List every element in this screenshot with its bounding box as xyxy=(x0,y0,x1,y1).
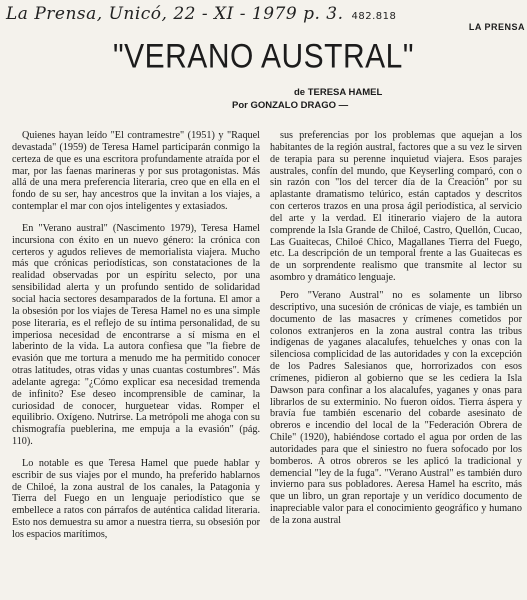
article-title: "VERANO AUSTRAL" xyxy=(112,37,415,76)
byline-subject: de TERESA HAMEL xyxy=(294,87,383,98)
handwritten-citation: La Prensa, Unicó, 22 - XI - 1979 p. 3. xyxy=(6,4,344,24)
newspaper-name: LA PRENSA xyxy=(468,22,525,32)
handwritten-archive-note xyxy=(6,4,396,24)
right-paragraph-2: Pero "Verano Austral" no es solamente un librso descriptivo, una sucesión de crónicas de viaje, es también un documento de las masacres y crímenes cometidos por colonos extranjeros en la zona austral contra las tribus indígenas de yaganes alacalufes, tehuelches y onas con la silenciosa complicidad de las autoridades y con la excepción de los Padres Salesianos que, horrorizados con esos crímenes, pidieron al gobierno que se les cediera la Isla Dawson para confinar a los alacalufes, yaganes y onas para librarlos de su exterminio. No fueron oídos. Tierra áspera y bravía fue también escenario del cobarde asesinato de obreros e incendio del local de la "Federación Obrera de Chile" (1920), habiéndose cortado el agua por orden de las autoridades para que el siniestro no fuera sofocado por los bomberos. A otros obreros se les aplicó la tradicional y demencial "ley de la fuga". "Verano Austral" es también duro invierno para sus pobladores. Aeresa Hamel ha escrito, más que un libro, un gran reportaje y un verídico documento de inapreciable valor para el conocimiento geográfico y humano de la zona austral xyxy=(270,289,522,526)
byline-author: Por GONZALO DRAGO — xyxy=(232,100,349,111)
right-paragraph-1: sus preferencias por los problemas que aquejan a los habitantes de la región austral, factores que a su vez le sirven de terapia para su perenne inquietud viajera. Esos parajes australes, confín del mundo, que Keyserling comparó, con o sin razón con "los del tercer día de la Creación" por su aplastante dramatismo telúrico, están captados y descritos con certeros trazos en una prosa ágil periodística, al servicio del arte y la verdad. El itinerario viajero de la autora comprende la Isla Grande de Chiloé, Castro, Quellón, Cucao, Las Guaitecas, Chiloé Chico, Magallanes Tierra del Fuego, etc. La descripción de un temporal frente a las Guaitecas es de un sorprendente realismo que transmite al lector su asombro y dramático lenguaje. xyxy=(270,130,522,284)
left-paragraph-1: Quienes hayan leído "El contramestre" (1951) y "Raquel devastada" (1959) de Teresa Hamel participarán conmigo la certeza de que es una escritora profundamente atraída por el mar, por las faenas marineras y por sus protagonistas. Más allá de una mera preferencia literaria, creo que en ella en el fondo de su ser, hay ancestros que la invitan a los viajes, a contemplar el mar con ojos inteligentes y extasiados. xyxy=(12,130,260,213)
left-column xyxy=(12,130,260,541)
left-paragraph-2: En "Verano austral" (Nascimento 1979), Teresa Hamel incursiona con éxito en un nuevo género: la crónica con certeros y agudos relieves de memorialista viajera. Mucho más que crónicas periodísticas, son constataciones de la realidad observadas por un espíritu selecto, por una sensibilidad alerta y un profundo sentido de solidaridad social hacia sectores desamparados de la fortuna. El amor a la obsesión por los viajes de Teresa Hamel no es una simple pose literaria, es el reflejo de su íntima personalidad, de su imperiosa necesidad de encontrarse a sí misma en el laberinto de la vida. La autora confiesa que "la fiebre de evasión que me tortura a menudo me ha permitido conocer otras latitudes, otras vidas y unas cuantas costumbres". Más adelante agrega: "¿Cómo explicar esa necesidad tremenda de infinito? Ese deseo incomprensible de caminar, la curiosidad de conocer, hurguetear vidas. Romper el equilibrio. Oxígeno. Nutrirse. La metrópoli me ahoga con su chismografía pueblerina, me empuja a la evasión" (pág. 110). xyxy=(12,222,260,448)
right-column xyxy=(270,130,522,527)
catalog-number: 482.818 xyxy=(351,11,397,22)
left-paragraph-3: Lo notable es que Teresa Hamel que puede hablar y escribir de sus viajes por el mundo, ha preferido hablarnos de Chiloé, la zona austral de los canales, la Patagonia y Tierra del Fuego en un lenguaje periodístico que se embellece a ratos con párrafos de auténtica calidad literaria. Esto nos demuestra su amor a nuestra tierra, su obsesión por los espacios marítimos, xyxy=(12,457,260,540)
byline xyxy=(232,86,382,112)
